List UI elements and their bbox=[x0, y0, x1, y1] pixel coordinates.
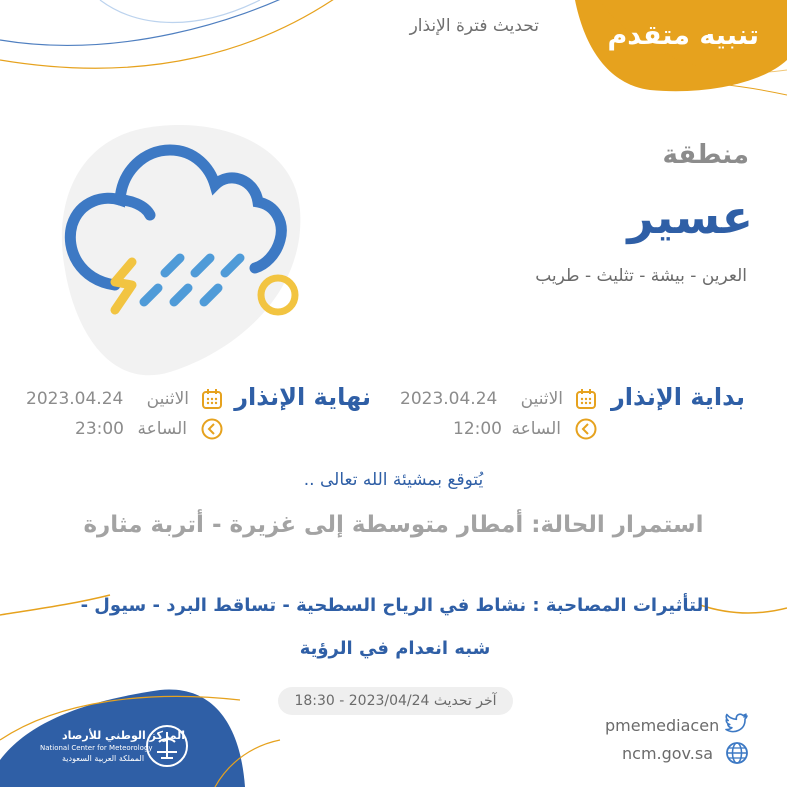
twitter-handle[interactable]: pmemediacen bbox=[605, 716, 720, 735]
start-date: 2023.04.24 bbox=[400, 389, 498, 409]
clock-icon bbox=[201, 418, 223, 440]
globe-icon[interactable] bbox=[725, 741, 749, 765]
end-date: 2023.04.24 bbox=[26, 389, 124, 409]
calendar-icon bbox=[201, 388, 223, 410]
org-name-arabic: المركز الوطني للأرصاد bbox=[62, 729, 186, 742]
region-name: عسير bbox=[627, 190, 753, 244]
effects-line-2: شبه انعدام في الرؤية bbox=[299, 638, 491, 659]
end-time-label: الساعة bbox=[137, 419, 187, 439]
thunderstorm-rain-icon bbox=[60, 140, 310, 330]
org-name-english: National Center for Meteorology bbox=[40, 744, 153, 752]
region-label: منطقة bbox=[662, 140, 749, 170]
start-title: بداية الإنذار bbox=[610, 383, 745, 411]
end-time: 23:00 bbox=[75, 419, 124, 439]
forecast-condition: استمرار الحالة: أمطار متوسطة إلى غزيرة - أتربة مثارة bbox=[83, 512, 704, 538]
end-title: نهاية الإنذار bbox=[234, 383, 371, 411]
start-time-label: الساعة bbox=[511, 419, 561, 439]
website-link[interactable]: ncm.gov.sa bbox=[622, 744, 714, 763]
start-time: 12:00 bbox=[453, 419, 502, 439]
forecast-intro: يُتوقع بمشيئة الله تعالى .. bbox=[303, 470, 484, 490]
alert-level-badge: تنبيه متقدم bbox=[607, 20, 759, 51]
last-update-badge: آخر تحديث 2023/04/24 - 18:30 bbox=[278, 687, 513, 715]
region-cities: العرين - بيشة - تثليث - طريب bbox=[535, 266, 747, 286]
twitter-icon[interactable] bbox=[725, 712, 749, 734]
clock-icon bbox=[575, 418, 597, 440]
update-title: تحديث فترة الإنذار bbox=[409, 16, 539, 36]
end-day: الاثنين bbox=[146, 389, 189, 409]
effects-line-1: التأثيرات المصاحبة : نشاط في الرياح السطحية - تساقط البرد - سيول - bbox=[80, 595, 710, 616]
forecast-effects bbox=[80, 584, 710, 670]
org-country-arabic: المملكة العربية السعودية bbox=[62, 754, 145, 763]
calendar-icon bbox=[575, 388, 597, 410]
start-day: الاثنين bbox=[520, 389, 563, 409]
